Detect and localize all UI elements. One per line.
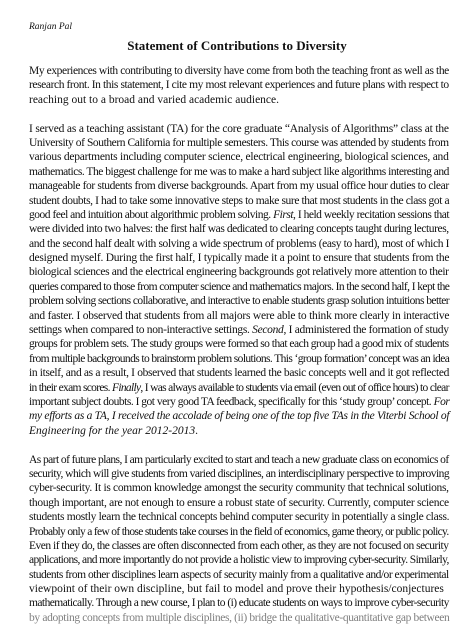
text-line: [29, 409, 449, 423]
text-line: [29, 510, 449, 524]
text-line: [29, 179, 449, 193]
text-run: in their exam scores.: [29, 381, 112, 394]
text-line: [29, 64, 449, 78]
text-line: [29, 93, 449, 107]
text-run: security, which will give students from varied disciplines, an interdisciplinary perspective to improving: [29, 467, 450, 480]
italic-text: First: [273, 208, 294, 221]
text-line: [29, 352, 449, 366]
text-line: [29, 78, 449, 92]
text-run: applications, and more importantly do not provide a holistic view to improving cyber-security. Similarly,: [29, 554, 449, 567]
italic-text: Engineering for the year 2012-2013: [29, 424, 196, 437]
text-run: .: [195, 424, 198, 437]
text-run: from multiple backgrounds to brainstorm problem solutions. This ‘group formation’ concept was an idea: [29, 352, 450, 365]
text-run: Even if they do, the classes are often disconnected from each other, as they are not focused on security: [29, 539, 449, 552]
text-line: [29, 323, 449, 337]
text-run: problem solving sections collaborative, and interactive to enable students grasp solution intuitions better: [29, 295, 450, 308]
text-run: though important, are not enough to ensure a robust state of security. Currently, computer science: [29, 496, 449, 509]
text-run: University of Southern California for multiple semesters. This course was attended by students from: [29, 136, 449, 149]
italic-text: my efforts as a TA, I received the accolade of being one of the top five TAs in the Viterbi School of: [29, 410, 450, 423]
text-line: [29, 481, 449, 495]
italic-text: Finally: [111, 381, 141, 394]
author-name: Ranjan Pal: [29, 22, 73, 32]
text-line: [29, 337, 449, 351]
text-line: [29, 280, 449, 294]
text-run: and faster. I observed that students from all majors were able to think more clearly in interactive: [29, 309, 450, 322]
text-run: My experiences with contributing to diversity have come from both the teaching front as well as the: [29, 65, 449, 77]
text-run: biological sciences and the electrical engineering backgrounds got relatively more attention to their: [29, 266, 449, 279]
italic-text: Second: [252, 324, 284, 337]
text-line: [29, 150, 449, 164]
text-line: [29, 237, 449, 251]
text-line: [29, 194, 449, 208]
paragraph-gap: [29, 107, 449, 121]
paragraph: [29, 64, 449, 107]
text-line: [29, 208, 449, 222]
text-run: , I was always available to students via email (even out of office hours) to clear: [140, 381, 449, 394]
text-line: [29, 525, 449, 539]
text-line: [29, 611, 449, 625]
text-run: students from other disciplines learn aspects of security mainly from a qualitative and/or experimental: [29, 568, 449, 581]
text-line: [29, 309, 449, 323]
text-run: and the second half dealt with solving a wide spectrum of problems (easy to hard), most of which I: [29, 237, 450, 250]
text-line: [29, 539, 449, 553]
text-line: [29, 395, 449, 409]
text-line: [29, 553, 449, 567]
text-run: cyber-security. It is common knowledge amongst the security community that technical solutions,: [29, 482, 449, 495]
text-line: [29, 496, 449, 510]
text-run: , I held weekly recitation sessions that: [293, 208, 450, 221]
document-body: [29, 64, 449, 625]
text-run: queries compared to those from computer science and mathematics majors. In the second half, I kept the: [29, 280, 450, 293]
document-title: Statement of Contributions to Diversity: [127, 38, 347, 53]
text-line: [29, 582, 449, 596]
text-run: designed myself. During the first half, I typically made it a point to ensure that students from the: [29, 252, 450, 265]
text-run: viewpoint of their own discipline, but fail to model and prove their hypothesis/conjectures: [29, 583, 444, 596]
paragraph-gap: [29, 438, 449, 452]
text-line: [29, 222, 449, 236]
paragraph: [29, 122, 449, 439]
text-line: [29, 136, 449, 150]
text-line: [29, 294, 449, 308]
text-run: student doubts, I had to take some innovative steps to make sure that most students in the class got a: [29, 194, 450, 207]
text-run: research front. In this statement, I cite my most relevant experiences and future plans with respect to: [29, 79, 449, 92]
text-line: [29, 265, 449, 279]
text-run: settings when compared to non-interactive settings.: [29, 324, 253, 337]
text-run: by adopting concepts from multiple disciplines, (ii) bridge the qualitative-quantitative gap between: [29, 611, 450, 624]
text-line: [29, 251, 449, 265]
text-run: mathematically. Through a new course, I plan to (i) educate students on ways to improve cyber-security: [29, 597, 449, 610]
paragraph: [29, 453, 449, 625]
text-run: reaching out to a broad and varied academic audience.: [29, 93, 280, 106]
text-line: [29, 381, 449, 395]
italic-text: For: [433, 395, 450, 408]
text-line: [29, 596, 449, 610]
text-run: good feel and intuition about algorithmic problem solving.: [29, 208, 274, 221]
text-line: [29, 453, 449, 467]
text-run: manageable for students from diverse backgrounds. Apart from my usual office hour duties to clear: [29, 180, 449, 193]
text-run: in itself, and as a result, I observed that students learned the basic concepts well and it got reflected: [29, 367, 450, 380]
text-line: [29, 424, 449, 438]
text-line: [29, 122, 449, 136]
text-run: various departments including computer science, electrical engineering, biological sciences, and: [29, 151, 449, 164]
text-run: I served as a teaching assistant (TA) for the core graduate “Analysis of Algorithms” class at the: [29, 122, 449, 135]
text-line: [29, 165, 449, 179]
text-run: were divided into two halves: the first half was dedicated to clearing concepts taught during lectures,: [29, 223, 449, 236]
text-line: [29, 366, 449, 380]
text-line: [29, 568, 449, 582]
text-run: groups for problem sets. The study groups were formed so that each group had a good mix of students: [29, 338, 449, 351]
text-run: As part of future plans, I am particularly excited to start and teach a new graduate class on economics of: [29, 453, 449, 466]
text-run: Probably only a few of those students take courses in the field of economics, game theory, or public policy.: [29, 525, 449, 538]
text-line: [29, 467, 449, 481]
text-run: important subject doubts. I got very good TA feedback, specifically for this ‘study group’ concept.: [29, 395, 434, 408]
text-run: mathematics. The biggest challenge for me was to make a hard subject like algorithms interesting and: [29, 165, 449, 178]
text-run: students mostly learn the technical concepts behind computer security in potentially a single class.: [29, 511, 450, 524]
text-run: , I administered the formation of study: [283, 324, 449, 337]
